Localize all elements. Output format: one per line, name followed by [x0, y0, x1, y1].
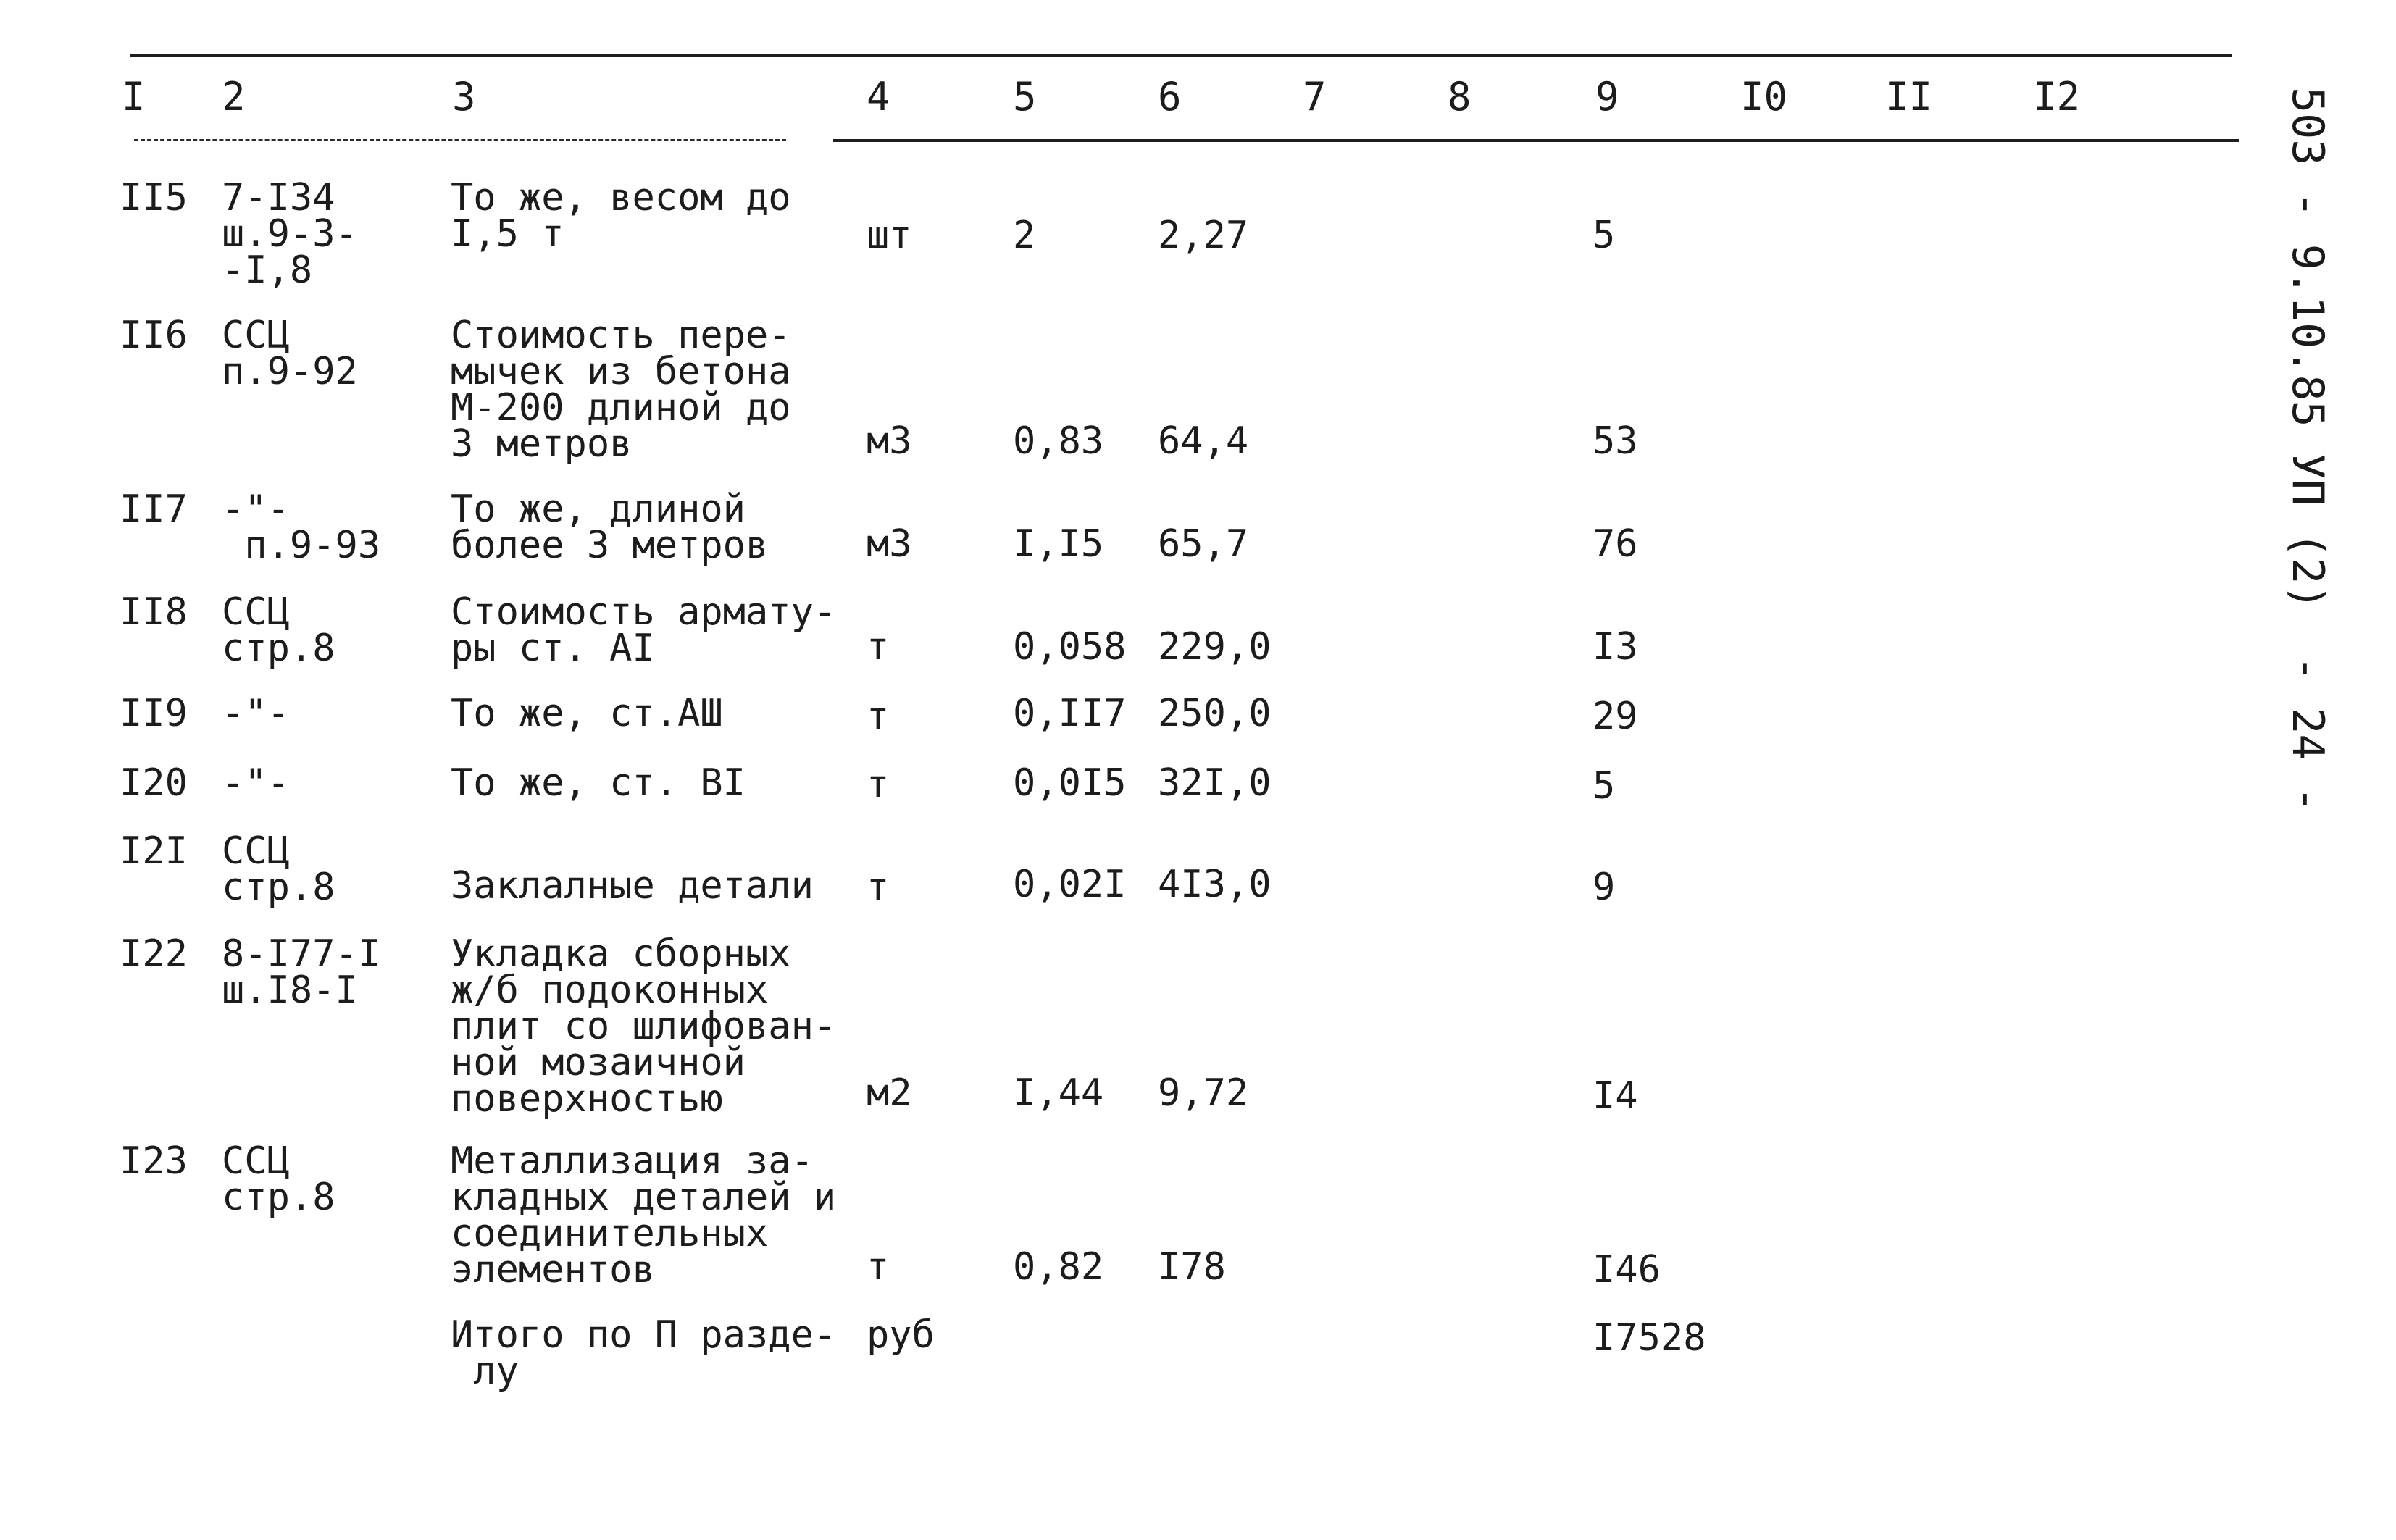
row-quantity: 2	[1013, 214, 1036, 257]
col-header-9: 9	[1595, 74, 1619, 120]
row-total: 9	[1593, 866, 1616, 909]
row-quantity: 0,0I5	[1013, 761, 1127, 805]
row-quantity: 0,058	[1013, 625, 1127, 669]
col-header-4: 4	[867, 74, 890, 120]
row-number: I20	[120, 761, 188, 805]
row-total: 29	[1593, 695, 1638, 738]
summary-total: I7528	[1593, 1316, 1706, 1360]
row-quantity: 0,83	[1013, 419, 1104, 463]
row-reference: 7-I34 ш.9-3- -I,8	[222, 176, 358, 292]
row-unit-price: 65,7	[1158, 522, 1249, 566]
row-unit: т	[867, 1245, 890, 1289]
header-bottom-rule-right	[833, 139, 2239, 142]
row-total: 53	[1593, 419, 1638, 463]
table-top-rule	[130, 54, 2232, 57]
row-description: То же, длиной более 3 метров	[451, 487, 769, 567]
row-description: Заклалные детали	[451, 864, 814, 908]
row-description: То же, весом до I,5 т	[451, 176, 791, 256]
row-quantity: 0,II7	[1013, 692, 1127, 735]
row-unit-price: 250,0	[1158, 692, 1272, 735]
row-unit-price: 2,27	[1158, 214, 1249, 257]
row-unit: т	[867, 866, 890, 909]
row-reference: ССЦ стр.8	[222, 1139, 335, 1219]
summary-label: Итого по П разде- лу	[451, 1313, 837, 1393]
row-unit: т	[867, 695, 890, 738]
col-header-7: 7	[1303, 74, 1327, 120]
row-reference: 8-I77-I ш.I8-I	[222, 932, 381, 1012]
col-header-10: I0	[1740, 74, 1788, 120]
row-reference: ССЦ стр.8	[222, 829, 335, 909]
row-total: 5	[1593, 214, 1616, 257]
row-reference: -"-	[222, 761, 290, 805]
row-quantity: 0,82	[1013, 1245, 1104, 1289]
summary-unit: руб	[867, 1313, 935, 1357]
col-header-5: 5	[1013, 74, 1037, 120]
row-quantity: I,I5	[1013, 522, 1104, 566]
row-unit-price: 229,0	[1158, 625, 1272, 669]
row-number: II8	[120, 590, 188, 634]
row-unit: м3	[867, 419, 912, 463]
row-unit-price: 64,4	[1158, 419, 1249, 463]
page-number: - 24 -	[2282, 656, 2333, 813]
row-unit-price: 9,72	[1158, 1071, 1249, 1115]
col-header-3: 3	[452, 74, 476, 120]
row-number: I2I	[120, 829, 188, 873]
row-unit: м2	[867, 1071, 912, 1115]
row-unit: м3	[867, 522, 912, 566]
row-unit-price: I78	[1158, 1245, 1226, 1289]
col-header-6: 6	[1158, 74, 1182, 120]
row-total: 76	[1593, 522, 1638, 566]
row-unit: шт	[867, 214, 912, 257]
row-unit-price: 32I,0	[1158, 761, 1272, 805]
row-reference: ССЦ п.9-92	[222, 314, 358, 393]
row-reference: ССЦ стр.8	[222, 590, 335, 670]
col-header-2: 2	[222, 74, 246, 120]
row-quantity: 0,02I	[1013, 863, 1127, 906]
row-description: То же, ст.АШ	[451, 692, 723, 735]
row-number: II9	[120, 692, 188, 735]
row-description: Стоимость армату- ры ст. АI	[451, 590, 837, 670]
col-header-12: I2	[2033, 74, 2081, 120]
row-quantity: I,44	[1013, 1071, 1104, 1115]
row-unit: т	[867, 625, 890, 669]
header-bottom-rule-left	[134, 139, 786, 141]
row-reference: -"- п.9-93	[222, 487, 381, 567]
row-number: II7	[120, 487, 188, 531]
col-header-11: II	[1885, 74, 1933, 120]
row-description: То же, ст. ВI	[451, 761, 746, 805]
row-number: II5	[120, 176, 188, 219]
row-unit-price: 4I3,0	[1158, 863, 1272, 906]
row-reference: -"-	[222, 692, 290, 735]
row-unit: т	[867, 763, 890, 806]
row-total: I4	[1593, 1074, 1638, 1118]
document-code: 503 - 9.10.85 УП (2)	[2282, 87, 2333, 611]
row-number: I23	[120, 1139, 188, 1183]
row-description: Укладка сборных ж/б подоконных плит со шлифован- ной мозаичной поверхностью	[451, 932, 837, 1121]
row-total: I46	[1593, 1248, 1661, 1292]
row-description: Металлизация за- кладных деталей и соединительных элементов	[451, 1139, 837, 1292]
row-total: I3	[1593, 625, 1638, 669]
col-header-1: I	[122, 74, 146, 120]
col-header-8: 8	[1448, 74, 1472, 120]
row-total: 5	[1593, 764, 1616, 808]
row-description: Стоимость пере- мычек из бетона М-200 длиной до 3 метров	[451, 314, 791, 466]
row-number: II6	[120, 314, 188, 357]
row-number: I22	[120, 932, 188, 976]
